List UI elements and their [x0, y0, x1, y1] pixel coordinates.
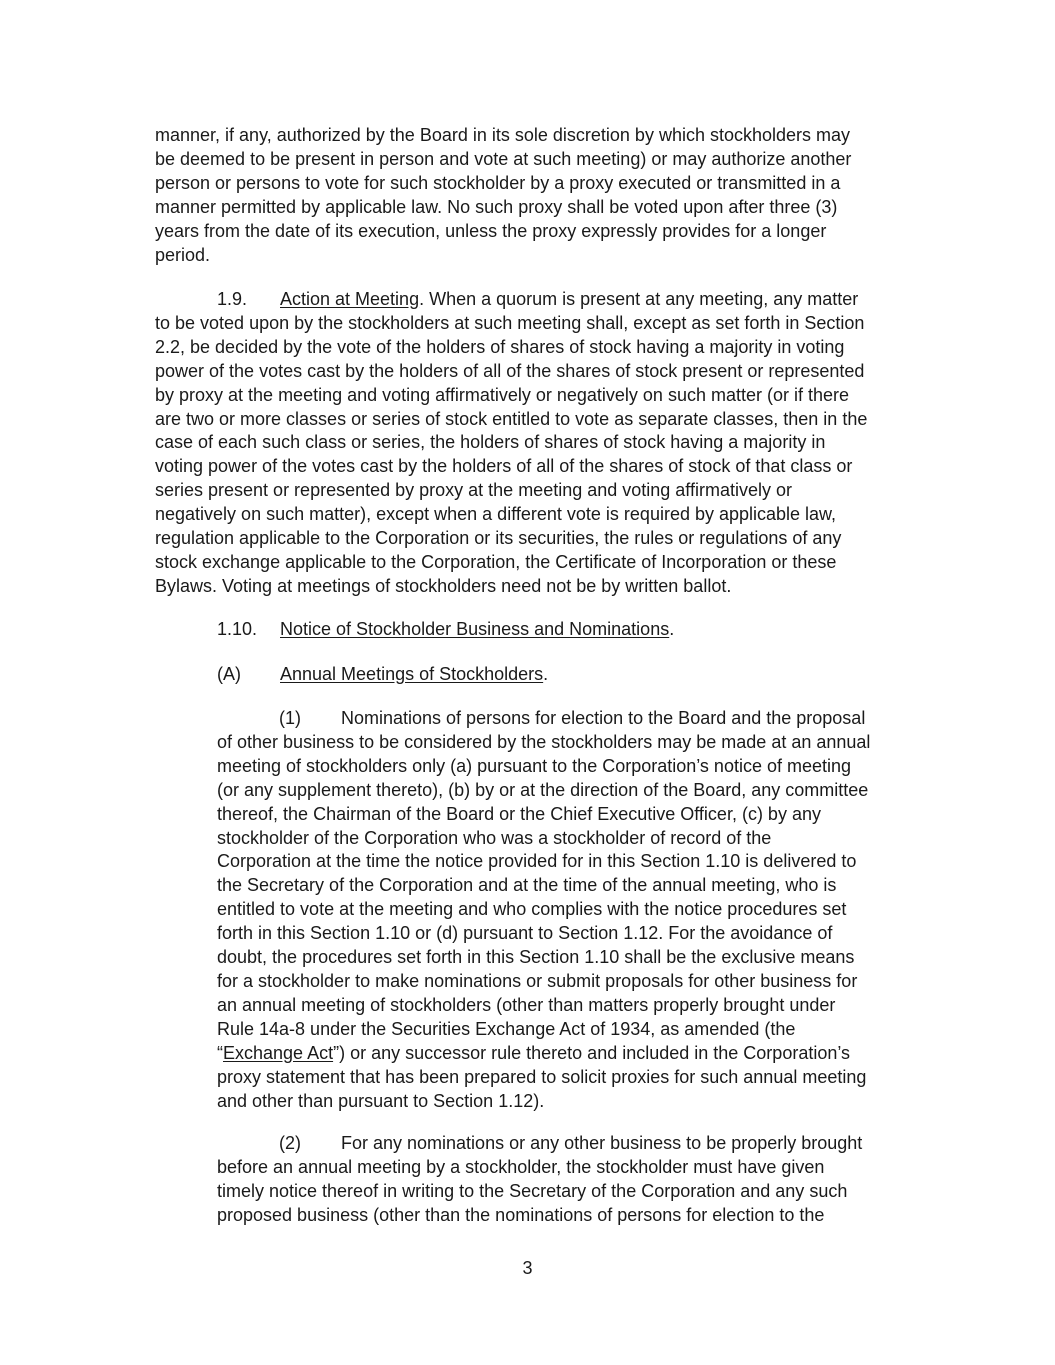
text-line: proxy statement that has been prepared to solicit proxies for such annual meeting [217, 1066, 867, 1087]
section-number: 1.9. [217, 289, 248, 309]
text-line: before an annual meeting by a stockholder, the stockholder must have given [217, 1156, 825, 1177]
text-line: Bylaws. Voting at meetings of stockholders need not be by written ballot. [155, 575, 732, 596]
text-line: proposed business (other than the nominations of persons for election to the [217, 1204, 825, 1225]
text-fragment: . [543, 664, 549, 684]
paragraph-label: (1) [279, 708, 301, 728]
subsection-a-heading [217, 663, 548, 687]
text-line: for a stockholder to make nominations or submit proposals for other business for [217, 970, 858, 991]
text-line: person or persons to vote for such stockholder by a proxy executed or transmitted in a [155, 172, 841, 193]
text-fragment: “ [217, 1042, 223, 1063]
text-line: Corporation at the time the notice provided for in this Section 1.10 is delivered to [217, 851, 857, 872]
subsection-label: (A) [217, 664, 241, 684]
text-fragment: For any nominations or any other business to be properly brought [341, 1133, 863, 1153]
paragraph-1 [217, 707, 870, 1113]
text-line: of other business to be considered by the stockholders may be made at an annual [217, 731, 871, 752]
text-line: Rule 14a-8 under the Securities Exchange Act of 1934, as amended (the [217, 1018, 796, 1039]
text-line: case of each such class or series, the holders of shares of stock having a majority in [155, 432, 826, 453]
defined-term: Exchange Act [223, 1042, 334, 1063]
section-heading: Notice of Stockholder Business and Nominations [280, 619, 670, 639]
text-line: manner permitted by applicable law. No such proxy shall be voted upon after three (3) [155, 196, 838, 217]
text-line: stockholder of the Corporation who was a stockholder of record of the [217, 827, 772, 848]
text-line: entitled to vote at the meeting and who complies with the notice procedures set [217, 899, 847, 920]
intro-paragraph [155, 124, 851, 267]
text-line: voting power of the votes cast by the holders of all of the shares of stock of that class or [155, 456, 853, 477]
paragraph-2-first-line [217, 1132, 862, 1156]
text-line: period. [155, 244, 211, 265]
text-line: and other than pursuant to Section 1.12). [217, 1090, 545, 1111]
text-line: be deemed to be present in person and vote at such meeting) or may authorize another [155, 148, 852, 169]
text-line: thereof, the Chairman of the Board or the Chief Executive Officer, (c) by any [217, 803, 821, 824]
text-line: by proxy at the meeting and voting affirmatively or negatively on such matter (or if there [155, 384, 850, 405]
text-line: regulation applicable to the Corporation or its securities, the rules or regulations of any [155, 528, 842, 549]
text-line: timely notice thereof in writing to the Secretary of the Corporation and any such [217, 1180, 848, 1201]
text-line: 2.2, be decided by the vote of the holders of shares of stock having a majority in voting [155, 336, 845, 357]
section-1-10-heading [217, 618, 674, 642]
text-line: series present or represented by proxy at the meeting and voting affirmatively or [155, 480, 792, 501]
text-line: an annual meeting of stockholders (other than matters properly brought under [217, 994, 836, 1015]
text-line: the Secretary of the Corporation and at the time of the annual meeting, who is [217, 875, 837, 896]
text-line: to be voted upon by the stockholders at such meeting shall, except as set forth in Section [155, 312, 865, 333]
paragraph-1-first-line [217, 707, 870, 731]
text-fragment: . [669, 619, 675, 639]
text-line: meeting of stockholders only (a) pursuant to the Corporation’s notice of meeting [217, 755, 852, 776]
text-line: years from the date of its execution, unless the proxy expressly provides for a longer [155, 220, 827, 241]
section-heading: Action at Meeting [280, 289, 420, 309]
section-number: 1.10. [217, 619, 258, 639]
text-line: power of the votes cast by the holders of all of the shares of stock present or represented [155, 360, 865, 381]
text-line [217, 1042, 870, 1066]
text-line: stock exchange applicable to the Corporation, the Certificate of Incorporation or these [155, 551, 837, 572]
text-fragment: ”) or any successor rule thereto and included in the Corporation’s [333, 1042, 851, 1063]
text-line: negatively on such matter), except when a different vote is required by applicable law, [155, 504, 837, 525]
text-line: are two or more classes or series of stock entitled to vote as separate classes, then in the [155, 408, 868, 429]
page-number: 3 [522, 1258, 533, 1278]
text-line: forth in this Section 1.10 or (d) pursuant to Section 1.12. For the avoidance of [217, 923, 833, 944]
section-1-9 [155, 288, 867, 599]
text-line: doubt, the procedures set forth in this Section 1.10 shall be the exclusive means [217, 947, 855, 968]
paragraph-label: (2) [279, 1133, 301, 1153]
subsection-heading: Annual Meetings of Stockholders [280, 664, 544, 684]
paragraph-2 [217, 1132, 862, 1228]
text-line: (or any supplement thereto), (b) by or at the direction of the Board, any committee [217, 779, 869, 800]
text-line: manner, if any, authorized by the Board in its sole discretion by which stockholders may [155, 125, 851, 145]
section-1-9-first-line [155, 288, 867, 312]
text-fragment: . When a quorum is present at any meeting, any matter [419, 289, 859, 309]
text-fragment: Nominations of persons for election to the Board and the proposal [341, 708, 866, 728]
